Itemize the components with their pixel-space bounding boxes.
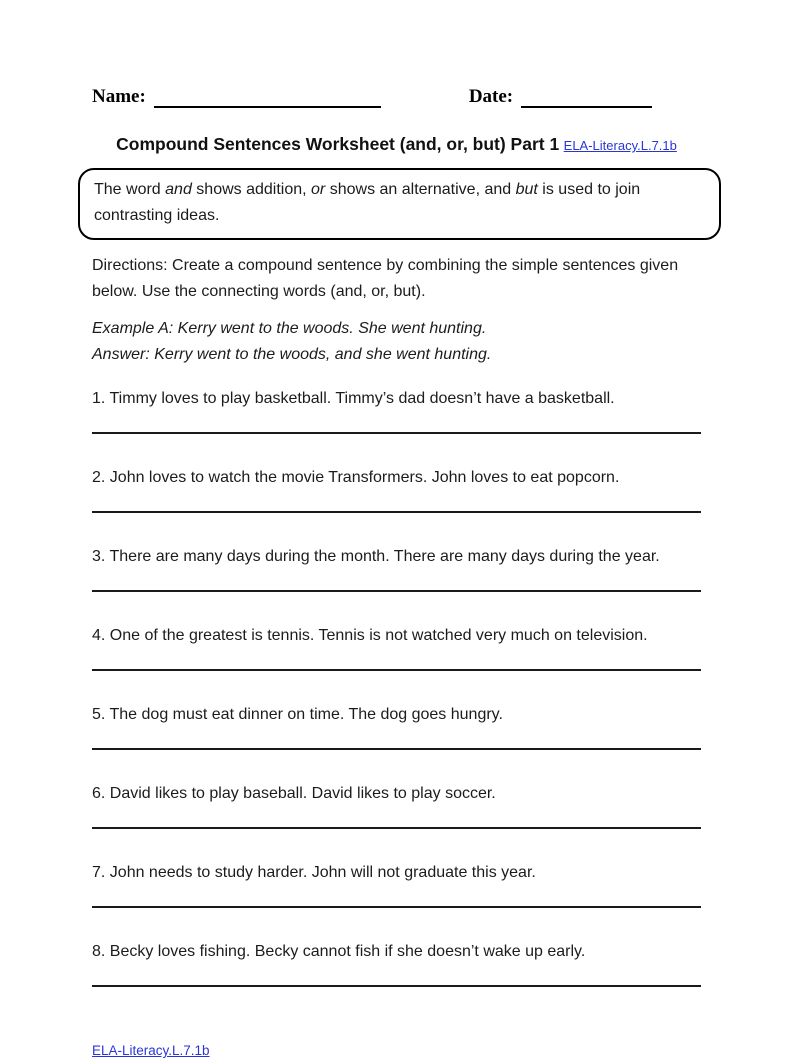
directions-text: Directions: Create a compound sentence by combining the simple sentences given below. Use the connecting words (and, or, but). xyxy=(92,257,679,300)
question-item xyxy=(92,704,701,750)
answer-blank-line xyxy=(92,747,701,750)
standard-link-footer[interactable]: ELA-Literacy.L.7.1b xyxy=(92,1043,210,1058)
definition-text-part: shows an alternative, and xyxy=(325,181,516,198)
question-text: 8. Becky loves fishing. Becky cannot fish if she doesn’t wake up early. xyxy=(92,943,586,960)
question-text: 3. There are many days during the month. There are many days during the year. xyxy=(92,548,660,565)
question-text: 1. Timmy loves to play basketball. Timmy’s dad doesn’t have a basketball. xyxy=(92,390,615,407)
definition-text-part: is used to join contrasting ideas. xyxy=(94,181,641,224)
page-title: Compound Sentences Worksheet (and, or, but) Part 1 xyxy=(116,134,560,154)
title-row xyxy=(92,134,701,155)
example-block xyxy=(92,316,701,368)
name-label: Name: xyxy=(92,86,146,107)
footer xyxy=(92,1042,701,1060)
question-text: 4. One of the greatest is tennis. Tennis is not watched very much on television. xyxy=(92,627,648,644)
definition-word-but: but xyxy=(515,181,538,198)
question-text: 6. David likes to play baseball. David likes to play soccer. xyxy=(92,785,496,802)
definition-word-and: and xyxy=(165,181,192,198)
name-date-row xyxy=(92,86,701,108)
example-prompt: Example A: Kerry went to the woods. She went hunting. xyxy=(92,320,487,337)
date-group xyxy=(469,86,652,108)
question-text: 5. The dog must eat dinner on time. The dog goes hungry. xyxy=(92,706,503,723)
question-text: 7. John needs to study harder. John will not graduate this year. xyxy=(92,864,536,881)
question-text: 2. John loves to watch the movie Transformers. John loves to eat popcorn. xyxy=(92,469,620,486)
answer-blank-line xyxy=(92,668,701,671)
example-answer: Answer: Kerry went to the woods, and she went hunting. xyxy=(92,346,492,363)
question-item xyxy=(92,783,701,829)
date-blank-line xyxy=(521,89,652,108)
question-item xyxy=(92,862,701,908)
question-item xyxy=(92,625,701,671)
name-blank-line xyxy=(154,89,381,108)
standard-link-title[interactable]: ELA-Literacy.L.7.1b xyxy=(563,138,677,153)
definition-text-part: shows addition, xyxy=(191,181,312,198)
answer-blank-line xyxy=(92,510,701,513)
question-item xyxy=(92,941,701,987)
definition-text-part: The word xyxy=(94,181,166,198)
date-label: Date: xyxy=(468,86,514,107)
definition-box xyxy=(78,168,721,240)
answer-blank-line xyxy=(92,905,701,908)
answer-blank-line xyxy=(92,589,701,592)
questions-list xyxy=(92,388,701,987)
answer-blank-line xyxy=(92,984,701,987)
question-item xyxy=(92,467,701,513)
question-item xyxy=(92,546,701,592)
definition-word-or: or xyxy=(311,181,326,198)
answer-blank-line xyxy=(92,826,701,829)
answer-blank-line xyxy=(92,431,701,434)
question-item xyxy=(92,388,701,434)
